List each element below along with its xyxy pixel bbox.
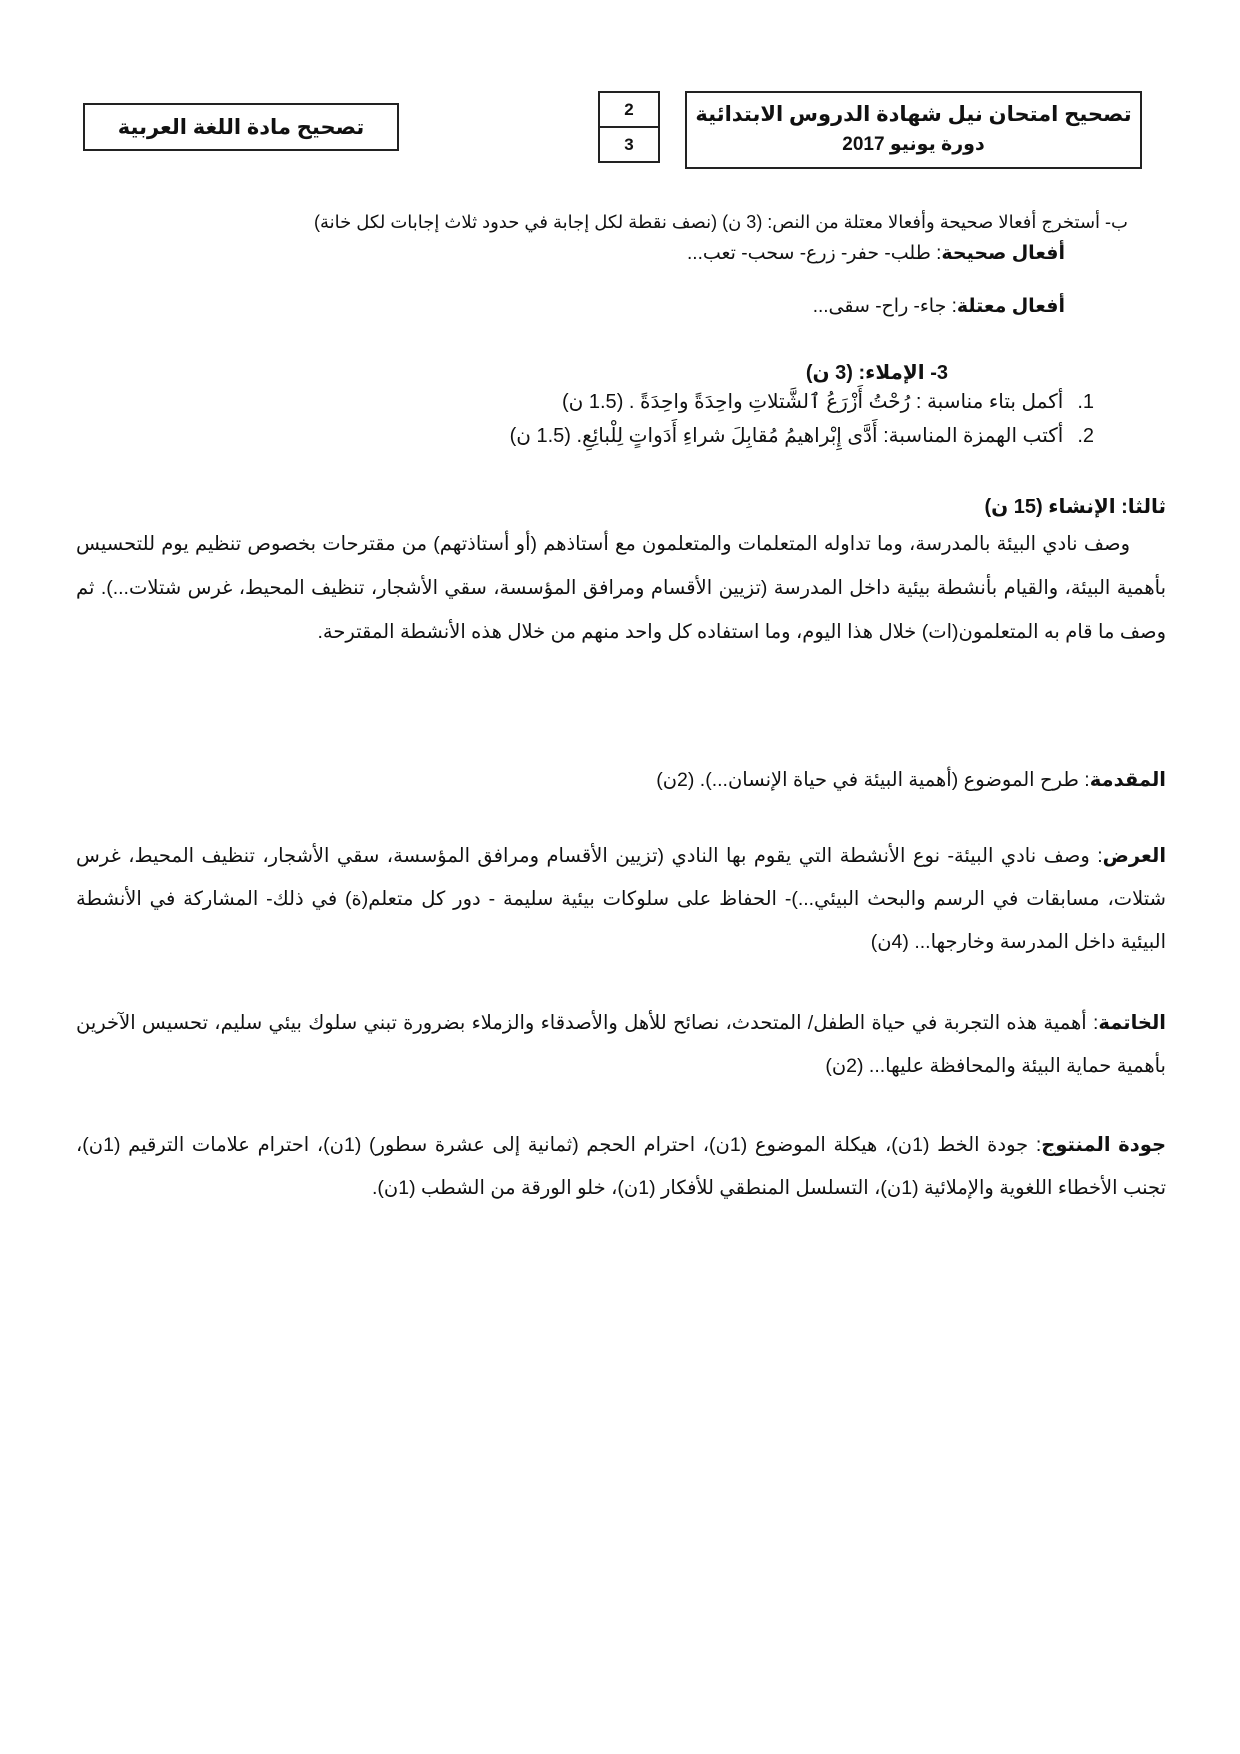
insha-prompt: وصف نادي البيئة بالمدرسة، وما تداوله المتعلمات والمتعلمون مع أستاذهم (أو أستاذتهم) من مقترحات بخصوص تنظيم يوم للتحسيس بأهمية البيئة، والقيام بأنشطة بيئية داخل المدرسة (تزيين الأقسام ومرافق المؤسسة، سقي الأشجار، تنظيف المحيط، غرس شتلات...). ثم وصف ما قام به المتعلمون(ات) خلال هذا اليوم، وما استفاده كل واحد منهم من خلال هذه الأنشطة المقترحة. bbox=[76, 533, 1166, 643]
part-b-mutalla bbox=[813, 295, 1065, 318]
insha-conclusion bbox=[76, 1002, 1166, 1088]
page-total: 3 bbox=[624, 134, 634, 154]
part-b-question: ب- أستخرج أفعالا صحيحة وأفعالا معتلة من النص: (3 ن) (نصف نقطة لكل إجابة في حدود ثلاث إجابات لكل خانة) bbox=[314, 212, 1128, 232]
imla-item-1-text: أكمل بتاء مناسبة : رُحْتُ أَزْرَعُ ٱلشَّتلاتِ واحِدَةً واحِدَةً . (1.5 ن) bbox=[561, 391, 1064, 413]
insha-body bbox=[76, 835, 1166, 964]
part-b-sahiha bbox=[687, 242, 1065, 265]
conclusion-text: : أهمية هذه التجربة في حياة الطفل/ المتحدث، نصائح للأهل والأصدقاء والزملاء بضرورة تبني سلوك بيئي سليم، تحسيس الآخرين بأهمية حماية البيئة والمحافظة عليها... (2ن) bbox=[76, 1012, 1166, 1077]
intro-text: : طرح الموضوع (أهمية البيئة في حياة الإنسان...). (2ن) bbox=[656, 769, 1090, 791]
mutalla-label: أفعال معتلة bbox=[956, 296, 1065, 317]
imla-item-2-text: أكتب الهمزة المناسبة: أَدَّى إِبْراهيمُ مُقابِلَ شراءِ أَدَواتٍ لِلْبائِعِ. (1.5 ن) bbox=[509, 425, 1064, 447]
insha-heading: ثالثا: الإنشاء (15 ن) bbox=[984, 496, 1166, 518]
page-number: 2 bbox=[600, 93, 658, 128]
intro-label: المقدمة bbox=[1089, 769, 1166, 791]
subject-title-box bbox=[83, 103, 399, 151]
body-label: العرض bbox=[1102, 845, 1166, 867]
quality-text: : جودة الخط (1ن)، هيكلة الموضوع (1ن)، احترام الحجم (ثمانية إلى عشرة سطور) (1ن)، احترام علامات الترقيم (1ن)، تجنب الأخطاء اللغوية والإملائية (1ن)، التسلسل المنطقي للأفكار (1ن)، خلو الورقة من الشطب (1ن). bbox=[76, 1134, 1166, 1199]
quality-label: جودة المنتوج bbox=[1041, 1134, 1166, 1156]
exam-title-box bbox=[685, 91, 1142, 169]
insha-intro bbox=[76, 759, 1166, 802]
imla-heading: 3- الإملاء: (3 ن) bbox=[805, 362, 948, 384]
page-number-box bbox=[598, 91, 660, 163]
sahiha-text: : طلب- حفر- زرع- سحب- تعب... bbox=[687, 243, 942, 264]
mutalla-text: : جاء- راح- سقى... bbox=[812, 296, 957, 317]
subject-title: تصحيح مادة اللغة العربية bbox=[117, 115, 365, 139]
imla-item-2-num: 2. bbox=[1077, 425, 1094, 447]
imla-item-1-num: 1. bbox=[1077, 391, 1094, 413]
insha-quality bbox=[76, 1124, 1166, 1210]
imla-item-2 bbox=[510, 423, 1094, 448]
exam-session: دورة يونيو 2017 bbox=[842, 134, 985, 155]
imla-item-1 bbox=[562, 389, 1094, 414]
exam-title: تصحيح امتحان نيل شهادة الدروس الابتدائية bbox=[695, 103, 1132, 126]
conclusion-label: الخاتمة bbox=[1098, 1012, 1166, 1034]
body-text: : وصف نادي البيئة- نوع الأنشطة التي يقوم بها النادي (تزيين الأقسام ومرافق المؤسسة، سقي الأشجار، تنظيف المحيط، غرس شتلات، مسابقات في الرسم والبحث البيئي...)- الحفاظ على سلوكات بيئية سليمة - دور كل متعلم(ة) في ذلك- المشاركة في الأنشطة البيئية داخل المدرسة وخارجها... (4ن) bbox=[76, 845, 1166, 953]
sahiha-label: أفعال صحيحة bbox=[941, 243, 1065, 264]
